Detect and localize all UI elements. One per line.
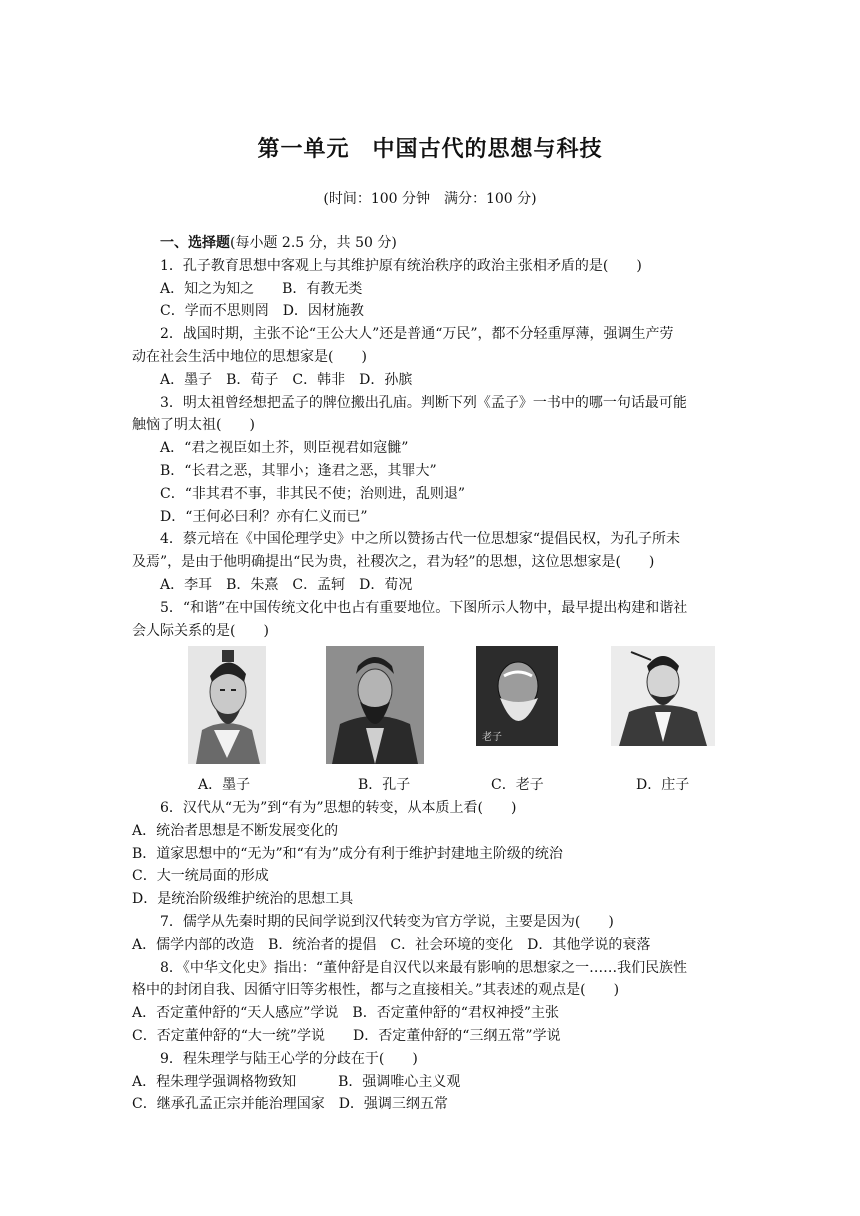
text-line: A．知之为知之 B．有教无类 [160, 280, 363, 297]
text-line: C．大一统局面的形成 [132, 868, 269, 885]
portrait-row [132, 646, 732, 766]
text-line: 触恼了明太祖( ) [132, 417, 255, 434]
text-line: 5．“和谐”在中国传统文化中也占有重要地位。下图所示人物中，最早提出构建和谐社 [160, 599, 688, 616]
portrait-mozi-icon [188, 646, 266, 764]
text-line: A．否定董仲舒的“天人感应”学说 B．否定董仲舒的“君权神授”主张 [132, 1005, 560, 1022]
page-title: 第一单元 中国古代的思想与科技 [257, 137, 603, 162]
text-line: 及焉”，是由于他明确提出“民为贵，社稷次之，君为轻”的思想，这位思想家是( ) [132, 554, 655, 571]
text-line: D．“王何必曰利？亦有仁义而已” [160, 508, 368, 525]
portrait-laozi-icon [476, 646, 558, 746]
text-line: C．否定董仲舒的“大一统”学说 D．否定董仲舒的“三纲五常”学说 [132, 1027, 561, 1044]
text-line: A．程朱理学强调格物致知 B．强调唯心主义观 [132, 1073, 461, 1090]
option-label: C．老子 [491, 777, 544, 793]
text-line: A．“君之视臣如土芥，则臣视君如寇雠” [160, 440, 409, 457]
text-line: A．李耳 B．朱熹 C．孟轲 D．荀况 [160, 576, 413, 593]
text-line: 8．《中华文化史》指出：“董仲舒是自汉代以来最有影响的思想家之一……我们民族性 [160, 959, 688, 976]
text-line: 动在社会生活中地位的思想家是( ) [132, 348, 367, 365]
text-line: 会人际关系的是( ) [132, 622, 269, 639]
portrait-labels [132, 774, 732, 796]
option-label: B．孔子 [358, 777, 411, 793]
text-line: B．道家思想中的“无为”和“有为”成分有利于维护封建地主阶级的统治 [132, 845, 563, 862]
section-heading [132, 232, 732, 255]
text-line: 1．孔子教育思想中客观上与其维护原有统治秩序的政治主张相矛盾的是( ) [160, 257, 642, 274]
text-line: C．“非其君不事，非其民不使；治则进，乱则退” [160, 485, 466, 502]
text-line: C．继承孔孟正宗并能治理国家 D．强调三纲五常 [132, 1096, 448, 1113]
text-line: 3．明太祖曾经想把孟子的牌位搬出孔庙。判断下列《孟子》一书中的哪一句话最可能 [160, 394, 687, 411]
text-line: 6．汉代从“无为”到“有为”思想的转变，从本质上看( ) [160, 800, 517, 816]
portrait-zhuangzi-icon [611, 646, 715, 746]
text-line: A．墨子 B．荀子 C．韩非 D．孙膑 [160, 371, 413, 388]
questions-upper [132, 232, 732, 642]
text-line: 2．战国时期，主张不论“王公大人”还是普通“万民”，都不分轻重厚薄，强调生产劳 [160, 326, 674, 343]
option-label: A．墨子 [198, 777, 251, 793]
text-line: 7．儒学从先秦时期的民间学说到汉代转变为官方学说，主要是因为( ) [160, 913, 614, 930]
text-line: 4．蔡元培在《中国伦理学史》中之所以赞扬古代一位思想家“提倡民权，为孔子所未 [160, 531, 681, 548]
section-note: (每小题 2.5 分，共 50 分) [230, 235, 397, 251]
text-line: 9．程朱理学与陆王心学的分歧在于( ) [160, 1050, 418, 1067]
exam-info: (时间：100 分钟 满分：100 分) [323, 191, 537, 207]
text-line: A．统治者思想是不断发展变化的 [132, 822, 339, 839]
section-title: 一、选择题 [160, 235, 230, 251]
text-line: A．儒学内部的改造 B．统治者的提倡 C．社会环境的变化 D．其他学说的衰落 [132, 936, 651, 953]
text-line: B．“长君之恶，其罪小；逢君之恶，其罪大” [160, 462, 437, 479]
text-line: 格中的封闭自我、因循守旧等劣根性，都与之直接相关。”其表述的观点是( ) [132, 982, 620, 999]
svg-text:老子: 老子 [482, 732, 502, 743]
option-label: D．庄子 [636, 777, 690, 793]
portrait-confucius-icon [326, 646, 424, 764]
questions-lower [132, 797, 732, 1116]
text-line: D．是统治阶级维护统治的思想工具 [132, 891, 354, 908]
text-line: C．学而不思则罔 D．因材施教 [160, 303, 364, 320]
